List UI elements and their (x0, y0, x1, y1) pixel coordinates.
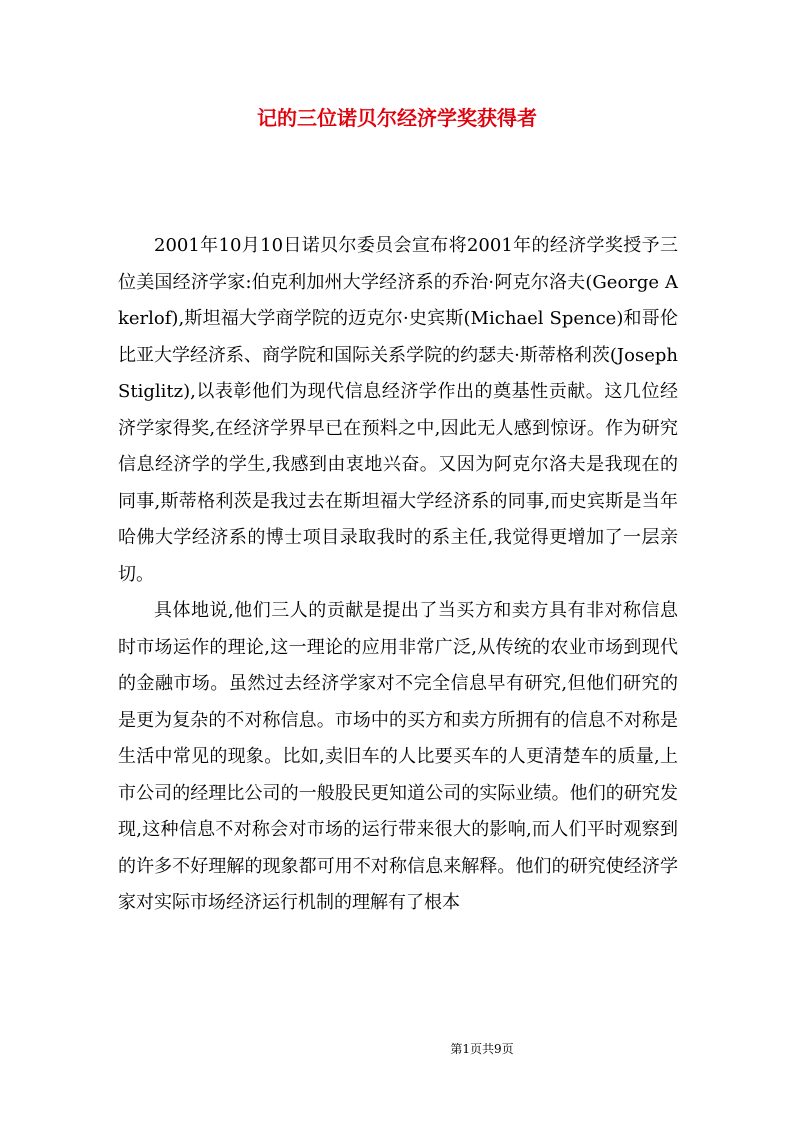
paragraph-2: 具体地说,他们三人的贡献是提出了当买方和卖方具有非对称信息时市场运作的理论,这一理论的应用非常广泛,从传统的农业市场到现代的金融市场。虽然过去经济学家对不完全信息早有研究,但他们研究的是更为复杂的不对称信息。市场中的买方和卖方所拥有的信息不对称是生活中常见的现象。比如,卖旧车的人比要买车的人更清楚车的质量,上市公司的经理比公司的一般股民更知道公司的实际业绩。他们的研究发现,这种信息不对称会对市场的运行带来很大的影响,而人们平时观察到的许多不好理解的现象都可用不对称信息来解释。他们的研究使经济学家对实际市场经济运行机制的理解有了根本 (118, 600, 678, 913)
document-title: 记的三位诺贝尔经济学奖获得者 (257, 106, 537, 130)
page-number-label: 第1页共9页 (450, 1042, 514, 1056)
page-footer (0, 1040, 794, 1058)
document-body (118, 228, 678, 922)
paragraph-1: 2001年10月10日诺贝尔委员会宣布将2001年的经济学奖授予三位美国经济学家:伯克利加州大学经济系的乔治·阿克尔洛夫(George Akerlof),斯坦福大学商学院的迈克尔·史宾斯(Michael Spence)和哥伦比亚大学经济系、商学院和国际关系学院的约瑟夫·斯蒂格利茨(Joseph Stiglitz),以表彰他们为现代信息经济学作出的奠基性贡献。这几位经济学家得奖,在经济学界早已在预料之中,因此无人感到惊讶。作为研究信息经济学的学生,我感到由衷地兴奋。又因为阿克尔洛夫是我现在的同事,斯蒂格利茨是我过去在斯坦福大学经济系的同事,而史宾斯是当年哈佛大学经济系的博士项目录取我时的系主任,我觉得更增加了一层亲切。 (118, 235, 678, 585)
